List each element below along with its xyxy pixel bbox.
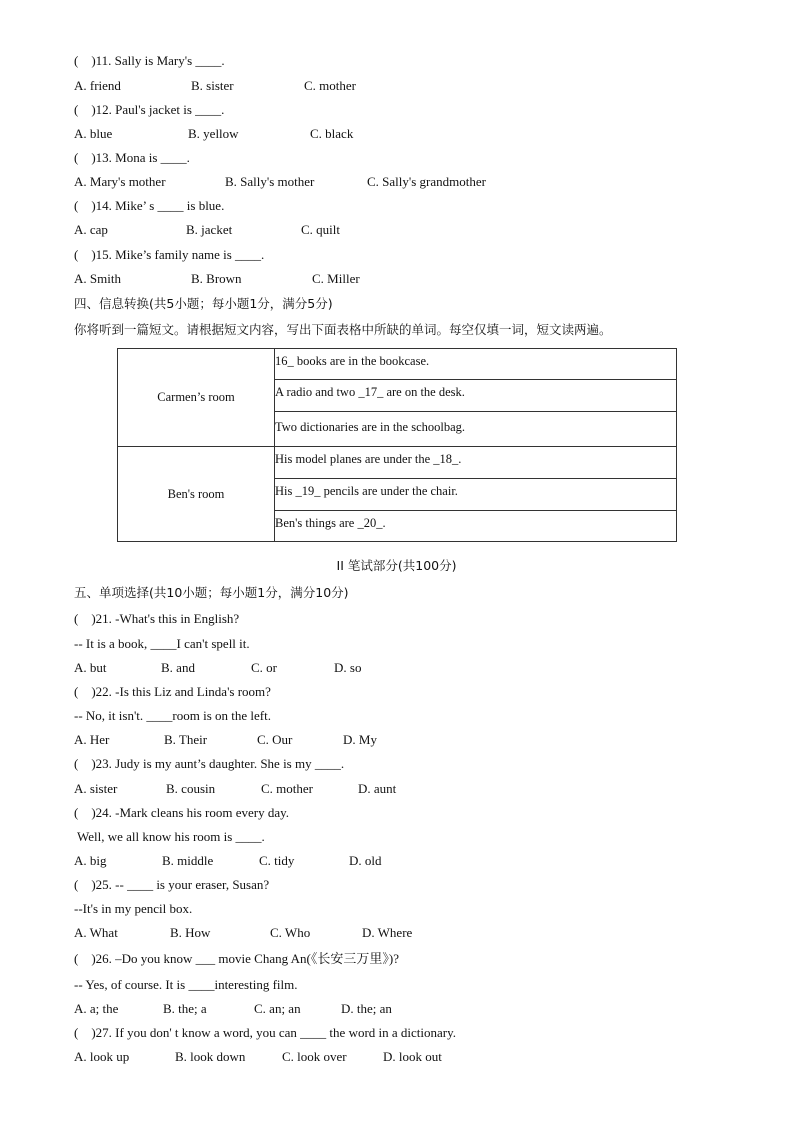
option-d: D. old (349, 853, 382, 868)
table-cell: His model planes are under the _18_. (275, 447, 677, 479)
option-c: C. Who (270, 925, 311, 940)
question-12-options (74, 126, 754, 142)
option-a: A. a; the (74, 1001, 119, 1016)
option-b: B. sister (191, 78, 234, 93)
option-a: A. What (74, 925, 118, 940)
option-a: A. Smith (74, 271, 121, 286)
question-15-stem: ( )15. Mike’s family name is ____. (74, 247, 265, 262)
option-c: C. mother (304, 78, 356, 93)
option-a: A. big (74, 853, 107, 868)
question-14-stem: ( )14. Mike’ s ____ is blue. (74, 198, 225, 213)
section-4-instruction: 你将听到一篇短文。请根据短文内容，写出下面表格中所缺的单词。每空仅填一词，短文读两遍。 (74, 322, 612, 337)
question-22-line-2: -- No, it isn't. ____room is on the left. (74, 708, 271, 723)
question-23-stem: ( )23. Judy is my aunt’s daughter. She is my ____. (74, 756, 345, 771)
question-11-stem: ( )11. Sally is Mary's ____. (74, 53, 225, 68)
room-name-carmen: Carmen’s room (118, 349, 275, 447)
option-c: C. black (310, 126, 354, 141)
question-21-stem: ( )21. -What's this in English? (74, 611, 240, 626)
question-24-stem: ( )24. -Mark cleans his room every day. (74, 805, 290, 820)
question-24-line-2: Well, we all know his room is ____. (74, 829, 265, 844)
option-a: A. Mary's mother (74, 174, 166, 189)
option-d: D. look out (383, 1049, 442, 1064)
option-d: D. My (343, 732, 377, 747)
option-c: C. Our (257, 732, 293, 747)
question-22-stem: ( )22. -Is this Liz and Linda's room? (74, 684, 271, 699)
info-table (117, 348, 677, 542)
question-12-stem: ( )12. Paul's jacket is ____. (74, 102, 225, 117)
option-b: B. How (170, 925, 211, 940)
question-26-stem: ( )26. –Do you know ___ movie Chang An(《长安三万里》)? (74, 951, 399, 966)
question-15-options (74, 271, 754, 287)
table-cell: A radio and two _17_ are on the desk. (275, 380, 677, 412)
option-c: C. tidy (259, 853, 295, 868)
section-5-heading: 五、单项选择(共10小题；每小题1分，满分10分) (74, 585, 349, 600)
question-21-line-2: -- It is a book, ____I can't spell it. (74, 636, 250, 651)
option-b: B. Sally's mother (225, 174, 315, 189)
option-b: B. the; a (163, 1001, 207, 1016)
option-a: A. cap (74, 222, 108, 237)
option-d: D. Where (362, 925, 413, 940)
part-2-title: II 笔试部分(共100分) (336, 558, 457, 573)
question-13-stem: ( )13. Mona is ____. (74, 150, 190, 165)
option-c: C. Sally's grandmother (367, 174, 486, 189)
option-c: C. or (251, 660, 277, 675)
option-b: B. Their (164, 732, 208, 747)
question-23-options (74, 781, 754, 797)
option-b: B. Brown (191, 271, 242, 286)
question-25-stem: ( )25. -- ____ is your eraser, Susan? (74, 877, 270, 892)
table-cell: Ben's things are _20_. (275, 511, 677, 542)
option-c: C. look over (282, 1049, 347, 1064)
option-c: C. quilt (301, 222, 341, 237)
table-cell: His _19_ pencils are under the chair. (275, 479, 677, 511)
question-25-options (74, 925, 754, 941)
question-25-line-2: --It's in my pencil box. (74, 901, 193, 916)
option-a: A. friend (74, 78, 121, 93)
option-a: A. sister (74, 781, 118, 796)
table-cell: Two dictionaries are in the schoolbag. (275, 412, 677, 447)
question-13-options (74, 174, 754, 190)
option-c: C. Miller (312, 271, 360, 286)
option-d: D. so (334, 660, 362, 675)
option-b: B. and (161, 660, 195, 675)
option-b: B. middle (162, 853, 214, 868)
option-b: B. look down (175, 1049, 246, 1064)
option-a: A. Her (74, 732, 110, 747)
section-4-heading: 四、信息转换(共5小题；每小题1分，满分5分) (74, 296, 333, 311)
question-14-options (74, 222, 754, 238)
option-b: B. yellow (188, 126, 239, 141)
option-d: D. the; an (341, 1001, 392, 1016)
question-26-line-2: -- Yes, of course. It is ____interesting film. (74, 977, 298, 992)
option-b: B. cousin (166, 781, 216, 796)
room-name-ben: Ben's room (118, 447, 275, 542)
table-cell: 16_ books are in the bookcase. (275, 349, 677, 380)
option-b: B. jacket (186, 222, 233, 237)
question-22-options (74, 732, 754, 748)
option-a: A. blue (74, 126, 113, 141)
question-24-options (74, 853, 754, 869)
question-11-options (74, 78, 754, 94)
question-21-options (74, 660, 754, 676)
option-c: C. mother (261, 781, 313, 796)
question-26-options (74, 1001, 754, 1017)
option-a: A. look up (74, 1049, 130, 1064)
question-27-options (74, 1049, 754, 1065)
question-27-stem: ( )27. If you don' t know a word, you can ____ the word in a dictionary. (74, 1025, 457, 1040)
option-c: C. an; an (254, 1001, 301, 1016)
option-a: A. but (74, 660, 107, 675)
option-d: D. aunt (358, 781, 397, 796)
